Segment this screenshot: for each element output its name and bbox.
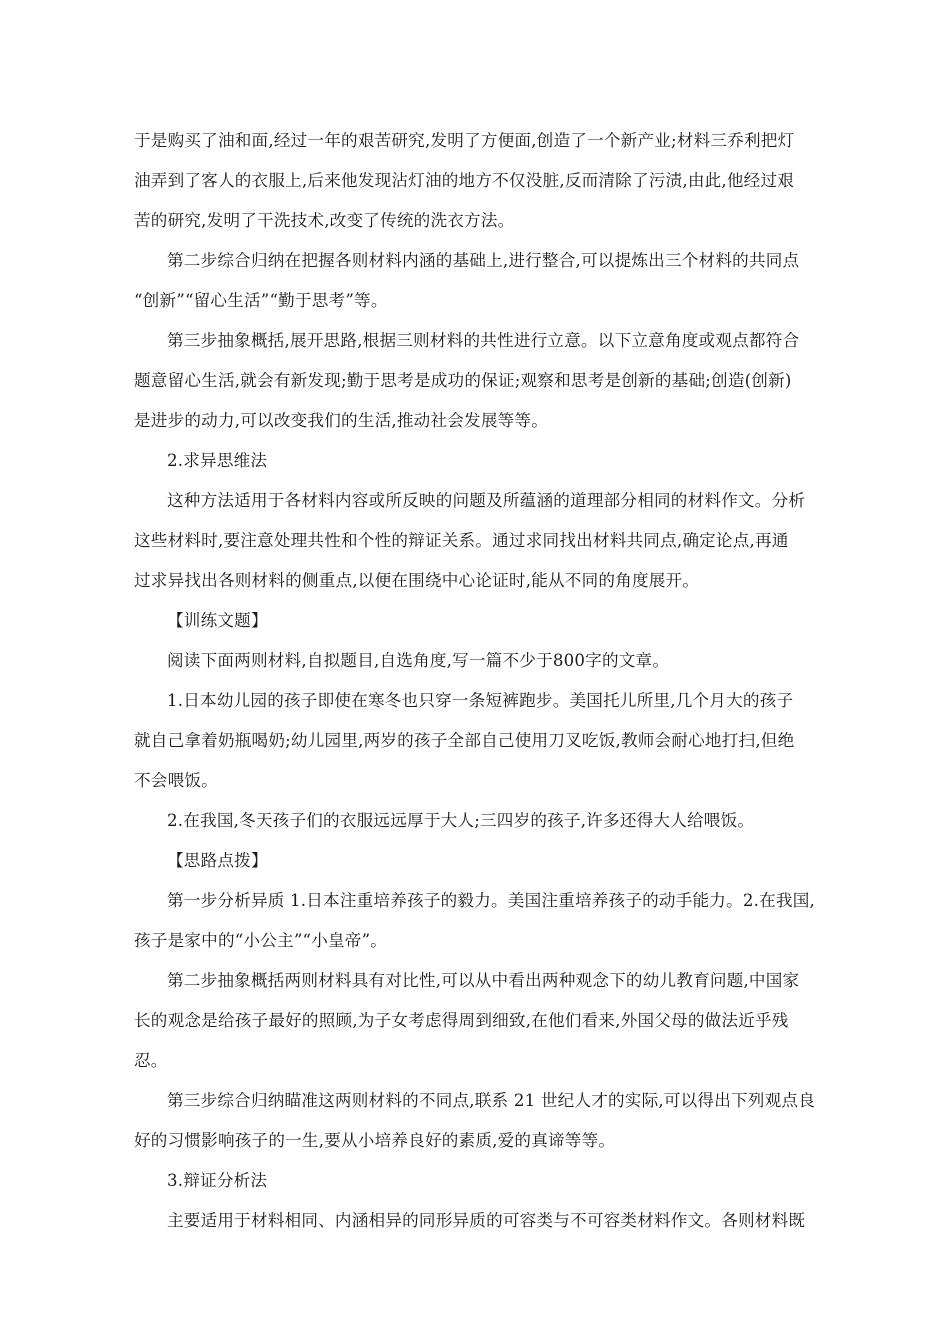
text-line: 苦的研究,发明了干洗技术,改变了传统的洗衣方法。 [134,211,515,230]
text-line: 于是购买了油和面,经过一年的艰苦研究,发明了方便面,创造了一个新产业;材料三乔利把灯 [134,131,795,150]
text-line: 长的观念是给孩子最好的照顾,为子女考虑得周到细致,在他们看来,外国父母的做法近乎残 [134,1011,789,1030]
text-line: 第二步综合归纳在把握各则材料内涵的基础上,进行整合,可以提炼出三个材料的共同点 [167,251,800,270]
text-line: 就自己拿着奶瓶喝奶;幼儿园里,两岁的孩子全部自己使用刀叉吃饭,教师会耐心地打扫,但绝 [134,731,795,750]
text-line: 【训练文题】 [167,611,268,630]
text-line: 【思路点拨】 [167,851,268,870]
text-line: 2.求异思维法 [167,451,268,470]
text-line: 过求异找出各则材料的侧重点,以便在围绕中心论证时,能从不同的角度展开。 [134,571,700,590]
text-line: 这些材料时,要注意处理共性和个性的辩证关系。通过求同找出材料共同点,确定论点,再通 [134,531,789,550]
document-page [134,121,819,1241]
text-line: 不会喂饭。 [134,771,218,790]
text-line: 第三步综合归纳瞄准这两则材料的不同点,联系 21 世纪人才的实际,可以得出下列观点良 [167,1091,815,1110]
text-line: 第一步分析异质 1.日本注重培养孩子的毅力。美国注重培养孩子的动手能力。2.在我国, [167,891,815,910]
text-line: 好的习惯影响孩子的一生,要从小培养良好的素质,爱的真谛等等。 [134,1131,616,1150]
text-line: 第三步抽象概括,展开思路,根据三则材料的共性进行立意。以下立意角度或观点都符合 [167,331,800,350]
text-line: 第二步抽象概括两则材料具有对比性,可以从中看出两种观念下的幼儿教育问题,中国家 [167,971,800,990]
text-line: 1.日本幼儿园的孩子即使在寒冬也只穿一条短裤跑步。美国托儿所里,几个月大的孩子 [167,691,794,710]
text-line: 阅读下面两则材料,自拟题目,自选角度,写一篇不少于800字的文章。 [167,651,670,670]
text-line: 油弄到了客人的衣服上,后来他发现沾灯油的地方不仅没脏,反而清除了污渍,由此,他经过艰 [134,171,795,190]
text-line: 主要适用于材料相同、内涵相异的同形异质的可容类与不可容类材料作文。各则材料既 [167,1211,806,1230]
text-line: “创新”“留心生活”“勤于思考”等。 [134,291,388,310]
text-line: 这种方法适用于各材料内容或所反映的问题及所蕴涵的道理部分相同的材料作文。分析 [167,491,806,510]
text-line: 2.在我国,冬天孩子们的衣服远远厚于大人;三四岁的孩子,许多还得大人给喂饭。 [167,811,755,830]
text-line: 忍。 [134,1051,168,1070]
text-line: 3.辩证分析法 [167,1171,268,1190]
text-line: 孩子是家中的“小公主”“小皇帝”。 [134,931,388,950]
text-line: 题意留心生活,就会有新发现;勤于思考是成功的保证;观察和思考是创新的基础;创造(创新) [134,371,792,390]
text-line: 是进步的动力,可以改变我们的生活,推动社会发展等等。 [134,411,548,430]
